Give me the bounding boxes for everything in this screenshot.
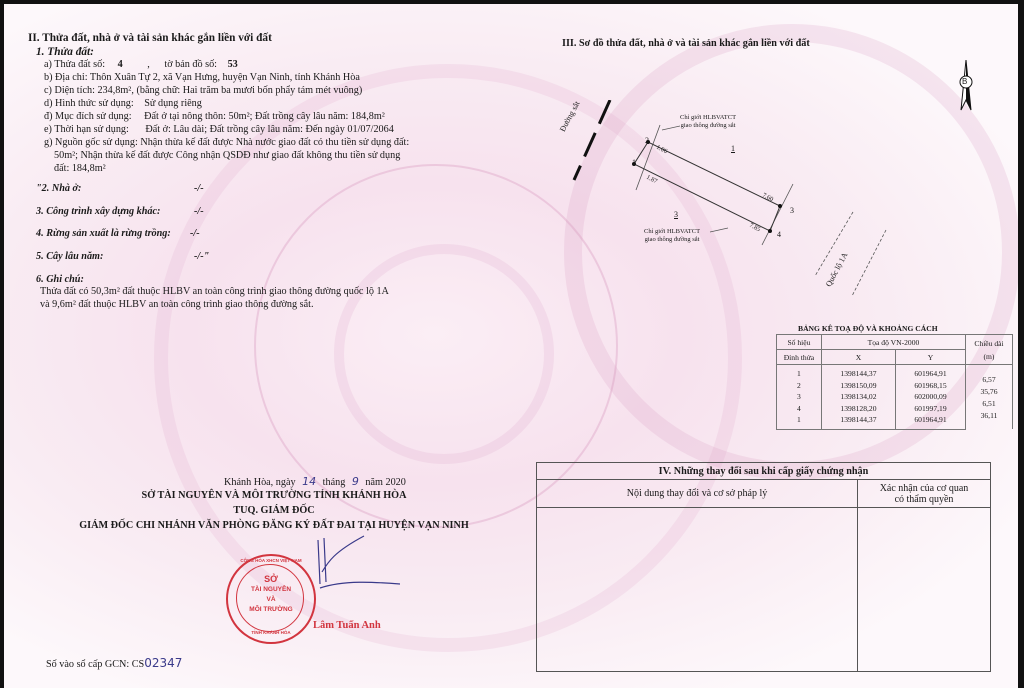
forest-value: -/- [190, 228, 200, 239]
boundary-label-top [680, 114, 736, 130]
usage-form-value: Sử dụng riêng [144, 98, 202, 109]
dim-1-87: 1.87 [645, 173, 659, 186]
boundary-label-top-line1: Chỉ giới HLBVATCT [680, 114, 737, 121]
y-cell: 601997,19 [896, 403, 966, 415]
col-coord-h: Tọa độ VN-2000 [821, 335, 965, 350]
issue-date [224, 475, 406, 488]
highway-label: Quốc lộ 1A [824, 251, 850, 289]
vertex-1: 1 [632, 158, 636, 167]
boundary-label-bottom [644, 228, 700, 244]
y-cell: 601968,15 [896, 380, 966, 392]
changes-col-content: Nội dung thay đổi và cơ sở pháp lý [537, 480, 858, 508]
x-cell: 1398128,20 [821, 403, 895, 415]
origin-row-2: 50m²; Nhận thừa kế đất được Công nhận QSDĐ như giao đất không thu tiền sử dụng [54, 150, 401, 161]
changes-table [536, 462, 991, 672]
railway-label: Đường sắt [558, 99, 582, 134]
usage-purpose-value: Đất ở tại nông thôn: 50m²; Đất trồng cây lâu năm: 184,8m² [144, 111, 385, 122]
date-month: 9 [351, 475, 359, 488]
changes-content-cell [537, 508, 858, 672]
on-behalf: TUQ. GIÁM ĐỐC [233, 505, 315, 516]
other-construction-label: 3. Công trình xây dựng khác: [36, 206, 161, 217]
registry-number [46, 656, 182, 670]
y-cell: 601964,91 [896, 365, 966, 380]
issuing-org: SỞ TÀI NGUYÊN VÀ MÔI TRƯỜNG TỈNH KHÁNH HÒA [141, 490, 407, 501]
stamp-line-3: VÀ [266, 596, 276, 603]
col-vertex-h2: Đỉnh thửa [777, 350, 822, 365]
area-row: c) Diện tích: 234,8m², (bằng chữ: Hai trăm ba mươi bốn phẩy tám mét vuông) [44, 85, 363, 96]
signer-position: GIÁM ĐỐC CHI NHÁNH VĂN PHÒNG ĐĂNG KÝ ĐẤT ĐAI TẠI HUYỆN VẠN NINH [79, 520, 469, 531]
other-construction-value: -/- [194, 206, 204, 217]
north-arrow-icon [954, 58, 978, 114]
signature-scribble [304, 532, 404, 592]
date-year: năm 2020 [365, 477, 406, 488]
length-cell [965, 365, 1012, 430]
usage-purpose-label: đ) Mục đích sử dụng: [44, 111, 132, 122]
x-cell: 1398144,37 [821, 365, 895, 380]
north-label: B [962, 77, 968, 86]
perennial-label: 5. Cây lâu năm: [36, 251, 104, 262]
perennial-value: -/-" [194, 251, 210, 262]
boundary-label-bottom-line2: giao thông đường sắt [644, 236, 700, 243]
parcel-subtitle: 1. Thửa đất: [36, 46, 94, 58]
date-day: 14 [302, 475, 317, 488]
usage-term-label: e) Thời hạn sử dụng: [44, 124, 129, 135]
coord-row [777, 365, 1013, 380]
usage-term-value: Đất ở: Lâu dài; Đất trồng cây lâu năm: Đến ngày 01/07/2064 [145, 124, 394, 135]
stamp-line-4: MÔI TRƯỜNG [249, 606, 293, 613]
x-cell: 1398144,37 [821, 414, 895, 429]
usage-form-row [44, 98, 202, 109]
col-vertex-h1: Số hiệu [777, 335, 822, 350]
watermark-ring [334, 244, 554, 464]
coord-table-title: BẢNG KÊ TOẠ ĐỘ VÀ KHOẢNG CÁCH [798, 324, 938, 333]
vertex-cell: 1 [777, 414, 822, 429]
dim-1-06: 1.06 [655, 143, 669, 156]
house-label: "2. Nhà ở: [36, 183, 82, 194]
x-cell: 1398134,02 [821, 391, 895, 403]
section-iii-title: III. Sơ đồ thửa đất, nhà ở và tài sản khác gắn liền với đất [562, 38, 810, 49]
map-sheet-label: tờ bản đồ số: [164, 59, 218, 70]
changes-title: IV. Những thay đổi sau khi cấp giấy chứng nhận [537, 463, 991, 480]
origin-row-1: g) Nguồn gốc sử dụng: Nhận thừa kế đất được Nhà nước giao đất có thu tiền sử dụng đất: [44, 137, 410, 148]
changes-col-confirmation [858, 480, 991, 508]
col-length-h1: Chiều dài [974, 338, 1004, 348]
vertex-cell: 3 [777, 391, 822, 403]
y-cell: 601964,91 [896, 414, 966, 429]
signer-name: Lâm Tuấn Anh [313, 620, 381, 631]
neighbor-parcel-3: 3 [674, 210, 678, 219]
origin-row-3: đất: 184,8m² [54, 163, 106, 174]
note-title: 6. Ghi chú: [36, 274, 84, 285]
col-x-h: X [821, 350, 895, 365]
length-2-3: 35,76 [980, 387, 998, 396]
changes-col-confirmation-l2: có thẩm quyền [894, 493, 954, 505]
parcel-number-label: a) Thửa đất số: [44, 59, 106, 70]
forest-label: 4. Rừng sản xuất là rừng trồng: [36, 228, 171, 239]
certificate-page [4, 4, 1018, 688]
date-prefix: Khánh Hòa, ngày [224, 477, 296, 488]
neighbor-parcel-1: 1 [731, 144, 735, 153]
length-3-4: 6,51 [982, 399, 996, 408]
registry-label: Số vào sổ cấp GCN: CS [46, 659, 145, 670]
registry-value: 02347 [144, 656, 183, 670]
note-line-2: và 9,6m² đất thuộc HLBV an toàn công trình giao thông đường sắt. [40, 299, 314, 310]
official-stamp [226, 554, 316, 644]
col-length-h [965, 335, 1012, 365]
dim-7-60: 7.60 [761, 191, 775, 204]
usage-purpose-row [44, 111, 385, 122]
house-value: -/- [194, 183, 204, 194]
vertex-cell: 2 [777, 380, 822, 392]
stamp-line-1: SỞ [264, 574, 278, 584]
section-ii-title: II. Thửa đất, nhà ở và tài sản khác gắn liền với đất [28, 32, 272, 44]
col-length-h2: (m) [983, 351, 995, 361]
y-cell: 602000,09 [896, 391, 966, 403]
boundary-label-top-line2: giao thông đường sắt [680, 122, 736, 129]
parcel-number-row [44, 59, 238, 70]
usage-form-label: d) Hình thức sử dụng: [44, 98, 134, 109]
vertex-3: 3 [790, 206, 794, 215]
length-1-2: 6,57 [982, 375, 996, 384]
month-label: tháng [322, 477, 346, 488]
dim-7-85: 7.85 [748, 221, 762, 234]
length-4-1: 36,11 [980, 411, 998, 420]
usage-term-row [44, 124, 394, 135]
stamp-ring-text: CỘNG HÒA XHCN VIỆT NAM [240, 558, 302, 563]
stamp-line-2: TÀI NGUYÊN [250, 586, 292, 593]
note-line-1: Thửa đất có 50,3m² đất thuộc HLBV an toàn công trình giao thông đường quốc lộ 1A [40, 286, 389, 297]
changes-col-confirmation-l1: Xác nhận của cơ quan [879, 482, 969, 494]
vertex-4: 4 [777, 230, 781, 239]
stamp-bottom-text: TỈNH KHÁNH HÒA [251, 630, 291, 635]
vertex-cell: 4 [777, 403, 822, 415]
changes-confirmation-cell [858, 508, 991, 672]
map-sheet-number: 53 [227, 59, 238, 70]
separator: , [147, 59, 150, 70]
col-y-h: Y [896, 350, 966, 365]
parcel-number: 4 [117, 59, 123, 70]
boundary-label-bottom-line1: Chỉ giới HLBVATCT [644, 228, 701, 235]
vertex-2: 2 [645, 136, 649, 145]
address-row: b) Địa chỉ: Thôn Xuân Tự 2, xã Vạn Hưng, huyện Vạn Ninh, tỉnh Khánh Hòa [44, 72, 360, 83]
coord-table [776, 334, 1013, 430]
vertex-cell: 1 [777, 365, 822, 380]
x-cell: 1398150,09 [821, 380, 895, 392]
